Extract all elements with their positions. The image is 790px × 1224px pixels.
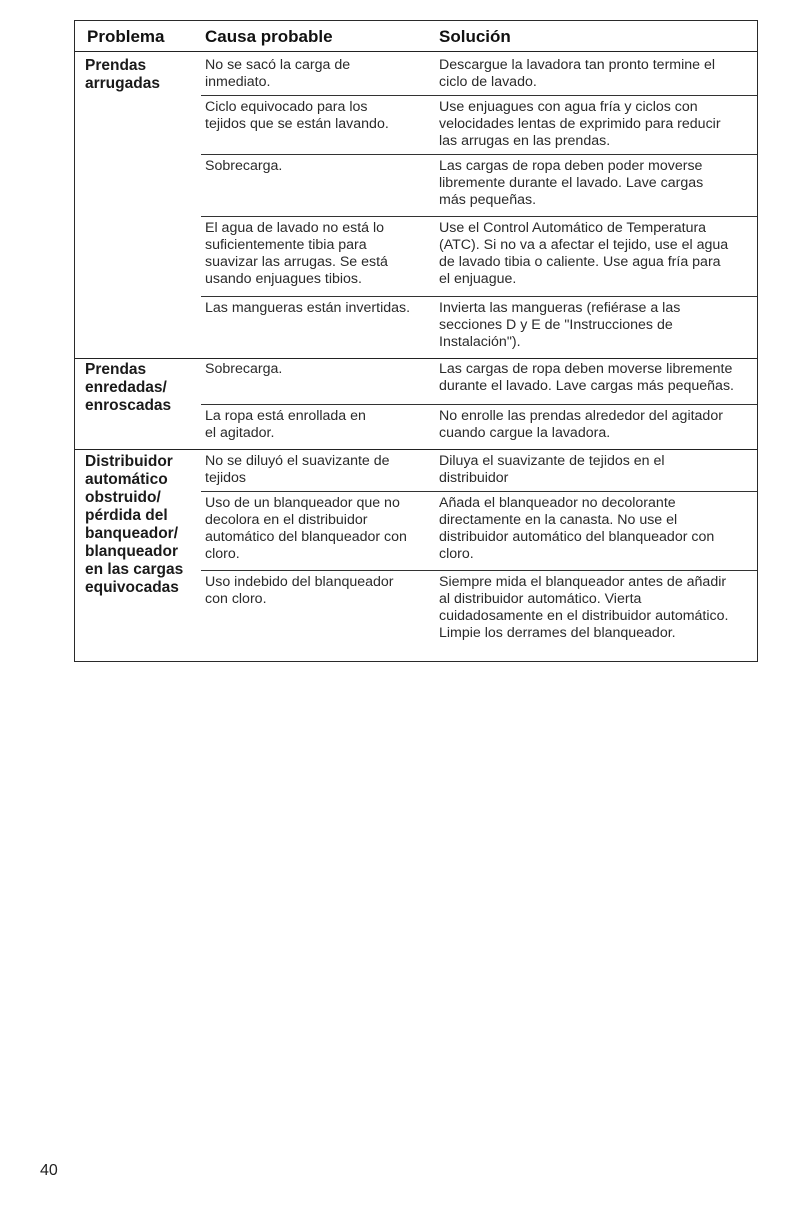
solution-cell: Las cargas de ropa deben poder moverse libremente durante el lavado. Lave cargas más pequeñas.: [439, 158, 704, 208]
cause-cell: Sobrecarga.: [205, 361, 283, 377]
cause-cell: Sobrecarga.: [205, 158, 283, 174]
solution-cell: Use el Control Automático de Temperatura (ATC). Si no va a afectar el tejido, use el agua de lavado tibia o caliente. Use agua fría para el enjuague.: [439, 220, 729, 287]
row-divider: [201, 404, 757, 405]
cause-cell: No se diluyó el suavizante de tejidos: [205, 453, 390, 486]
row-divider: [201, 216, 757, 217]
solution-cell: Invierta las mangueras (refiérase a las secciones D y E de "Instrucciones de Instalación").: [439, 300, 681, 350]
solution-cell: Use enjuagues con agua fría y ciclos con velocidades lentas de exprimido para reducir las arrugas en las prendas.: [439, 99, 721, 149]
cause-cell: El agua de lavado no está lo suficientemente tibia para suavizar las arrugas. Se está usando enjuagues tibios.: [205, 220, 388, 287]
header-solution: Solución: [439, 27, 511, 46]
row-divider: [201, 296, 757, 297]
solution-cell: No enrolle las prendas alrededor del agitador cuando cargue la lavadora.: [439, 408, 723, 441]
troubleshooting-table: [74, 20, 758, 662]
cause-cell: Las mangueras están invertidas.: [205, 300, 411, 316]
header-cause: Causa probable: [205, 27, 333, 46]
cause-cell: Ciclo equivocado para los tejidos que se están lavando.: [205, 99, 389, 132]
header-divider: [75, 51, 757, 52]
solution-cell: Diluya el suavizante de tejidos en el distribuidor: [439, 453, 665, 486]
row-divider: [201, 95, 757, 96]
solution-cell: Descargue la lavadora tan pronto termine el ciclo de lavado.: [439, 57, 716, 90]
problem-dispenser: Distribuidor automático obstruido/ pérdida del banqueador/ blanqueador en las cargas equivocadas: [85, 453, 184, 596]
row-divider: [201, 154, 757, 155]
problem-wrinkled: Prendas arrugadas: [85, 57, 160, 92]
cause-cell: Uso indebido del blanqueador con cloro.: [205, 574, 394, 607]
problem-tangled: Prendas enredadas/ enroscadas: [85, 361, 172, 414]
header-problem: Problema: [87, 27, 165, 46]
cause-cell: La ropa está enrollada en el agitador.: [205, 408, 366, 441]
row-divider: [201, 570, 757, 571]
solution-cell: Siempre mida el blanqueador antes de añadir al distribuidor automático. Vierta cuidadosamente en el distribuidor automático. Limpie los derrames del blanqueador.: [439, 574, 729, 641]
solution-cell: Añada el blanqueador no decolorante directamente en la canasta. No use el distribuidor automático del blanqueador con cloro.: [439, 495, 715, 562]
page-number: 40: [40, 1162, 58, 1179]
group-divider: [75, 358, 757, 359]
cause-cell: Uso de un blanqueador que no decolora en el distribuidor automático del blanqueador con cloro.: [205, 495, 407, 562]
row-divider: [201, 491, 757, 492]
cause-cell: No se sacó la carga de inmediato.: [205, 57, 351, 90]
solution-cell: Las cargas de ropa deben moverse libremente durante el lavado. Lave cargas más pequeñas.: [439, 361, 734, 394]
group-divider: [75, 449, 757, 450]
